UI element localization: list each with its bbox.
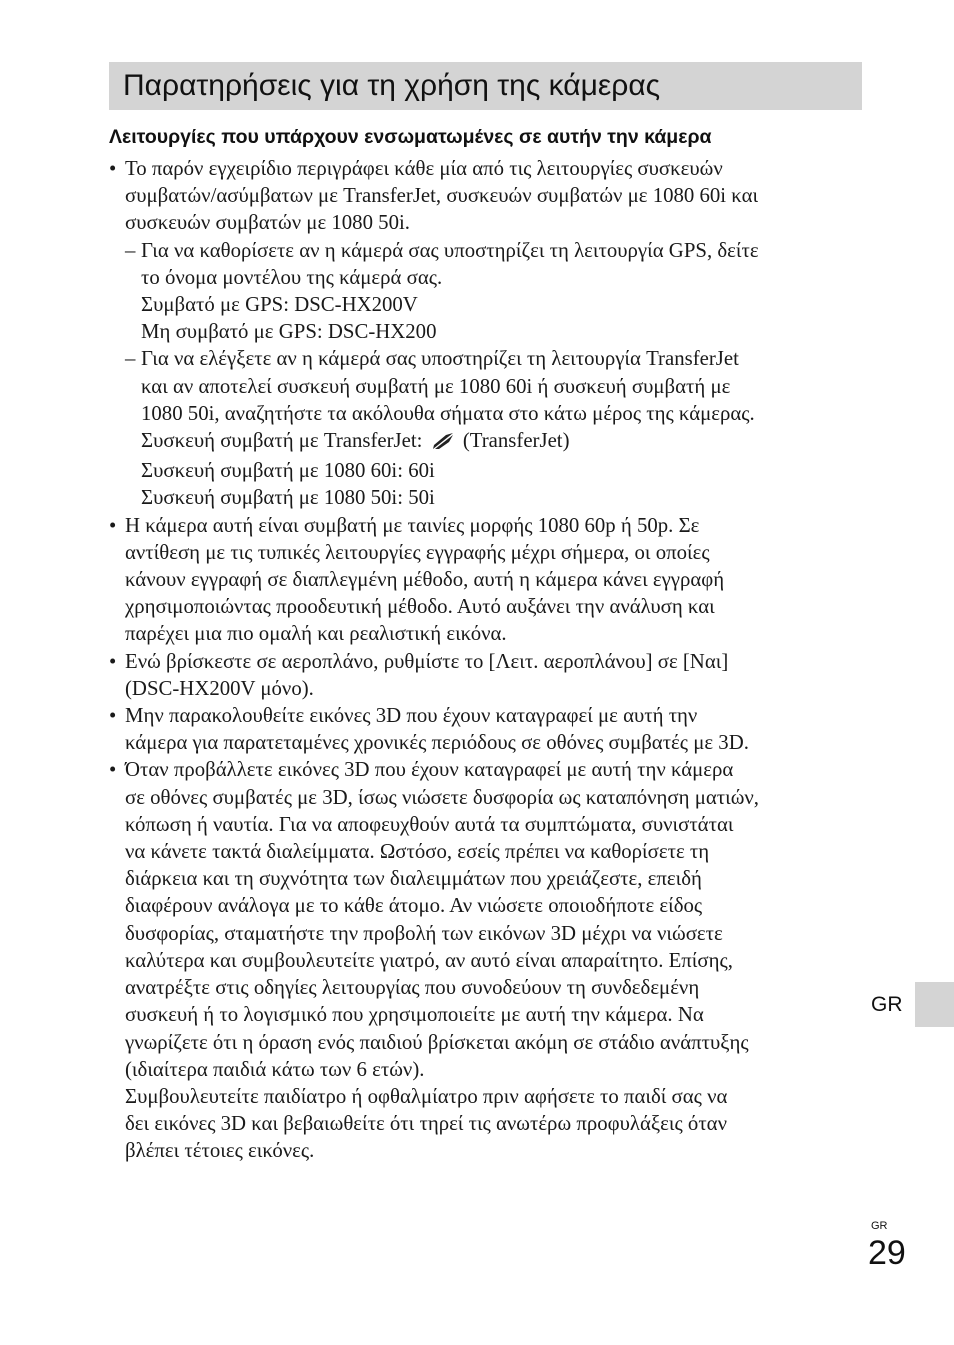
text-line: παρέχει μια πιο ομαλή και ρεαλιστική εικόνα. [125,622,507,646]
page-number: 29 [868,1234,906,1272]
text-line: κάμερα για παρατεταμένες χρονικές περιόδους σε οθόνες συμβατές με 3D. [125,731,749,755]
text-fragment: (TransferJet) [462,429,570,453]
text-line: σε οθόνες συμβατές με 3D, ίσως νιώσετε δυσφορία ως καταπόνηση ματιών, [125,785,759,809]
text-line: ανατρέξτε στις οδηγίες λειτουργίας που συνοδεύουν τη συνδεδεμένη [125,976,700,1000]
bullet-item [109,155,869,512]
text-line: χρησιμοποιώντας προοδευτική μέθοδο. Αυτό αυξάνει την ανάλυση και [125,595,715,619]
text-line: κόπωση ή ναυτία. Για να αποφευχθούν αυτά τα συμπτώματα, συνιστάται [125,812,734,836]
text-line: Το παρόν εγχειρίδιο περιγράφει κάθε μία από τις λειτουργίες συσκευών [125,157,723,180]
bullet-item [109,512,869,648]
text-line: Μη συμβατό με GPS: DSC-HX200 [141,320,437,344]
text-line: να κάνετε τακτά διαλείμματα. Ωστόσο, εσείς πρέπει να καθορίσετε τη [125,840,710,864]
text-line: Συσκευή συμβατή με 1080 60i: 60i [141,459,435,483]
text-line: Μην παρακολουθείτε εικόνες 3D που έχουν καταγραφεί με αυτή την [125,704,698,728]
text-line: Για να ελέγξετε αν η κάμερά σας υποστηρίζει τη λειτουργία TransferJet [141,347,739,371]
text-line: Όταν προβάλλετε εικόνες 3D που έχουν καταγραφεί με αυτή την κάμερα [125,758,734,782]
language-tab [915,982,954,1027]
text-line: και αν αποτελεί συσκευή συμβατή με 1080 60i ή συσκευή συμβατή με [141,374,731,398]
text-line: διαφέρουν ανάλογα με το κάθε άτομο. Αν νιώσετε οποιοδήποτε είδος [125,894,703,918]
bullet-mark: • [109,513,117,537]
bullet-item [109,756,869,1164]
text-line: (ιδιαίτερα παιδιά κάτω των 6 ετών). [125,1057,425,1081]
bullet-mark: • [109,649,117,673]
title-bar [109,62,862,110]
bullet-mark: • [109,704,117,728]
transferjet-icon [432,430,454,457]
text-fragment: Συσκευή συμβατή με TransferJet: [141,429,423,453]
page-title: Παρατηρήσεις για τη χρήση της κάμερας [123,69,661,102]
dash-mark: – [125,238,136,262]
text-line: συμβατών/ασύμβατων με TransferJet, συσκευών συμβατών με 1080 60i και [125,184,759,208]
text-line: (DSC-HX200V μόνο). [125,676,314,700]
bullet-mark: • [109,157,117,180]
transferjet-line [141,427,869,457]
language-tab-label: GR [871,993,903,1016]
text-line: γνωρίζετε ότι η όραση ενός παιδιού βρίσκεται ακόμη σε στάδιο ανάπτυξης [125,1030,749,1054]
text-line: διάρκεια και τη συχνότητα των διαλειμμάτων που χρειάζεστε, επειδή [125,867,702,891]
body-text [109,155,869,1165]
text-line: Η κάμερα αυτή είναι συμβατή με ταινίες μορφής 1080 60p ή 50p. Σε [125,513,700,537]
sub-item [125,237,869,346]
text-line: Συμβατό με GPS: DSC-HX200V [141,293,418,317]
bullet-item [109,648,869,702]
text-line: αντίθεση με τις τυπικές λειτουργίες εγγραφής μέχρι σήμερα, οι οποίες [125,540,710,564]
page-language: GR [871,1220,888,1232]
text-line: δει εικόνες 3D και βεβαιωθείτε ότι τηρεί τις ανωτέρω προφυλάξεις όταν [125,1112,727,1136]
text-line: 1080 50i, αναζητήστε τα ακόλουθα σήματα στο κάτω μέρος της κάμερας. [141,401,755,425]
text-line: Συμβουλευτείτε παιδίατρο ή οφθαλμίατρο πριν αφήσετε το παιδί σας να [125,1084,728,1108]
section-subheading: Λειτουργίες που υπάρχουν ενσωματωμένες σε αυτήν την κάμερα [109,126,712,148]
text-line: Για να καθορίσετε αν η κάμερά σας υποστηρίζει τη λειτουργία GPS, δείτε [141,238,759,262]
text-line: συσκευή ή το λογισμικό που χρησιμοποιείτε με αυτή την κάμερα. Να [125,1003,704,1027]
bullet-item [109,702,869,756]
text-line: καλύτερα και συμβουλευτείτε γιατρό, αν αυτό είναι απαραίτητο. Επίσης, [125,948,733,972]
dash-mark: – [125,347,136,371]
text-line: δυσφορίας, σταματήστε την προβολή των εικόνων 3D μέχρι να νιώσετε [125,921,723,945]
sub-item [125,345,869,511]
text-line: κάνουν εγγραφή σε διαπλεγμένη μέθοδο, αυτή η κάμερα κάνει εγγραφή [125,568,725,592]
text-line: το όνομα μοντέλου της κάμερά σας. [141,265,443,289]
bullet-mark: • [109,758,117,782]
text-line: Συσκευή συμβατή με 1080 50i: 50i [141,486,435,510]
text-line: συσκευών συμβατών με 1080 50i. [125,211,410,235]
text-line: Ενώ βρίσκεστε σε αεροπλάνο, ρυθμίστε το [Λειτ. αεροπλάνου] σε [Ναι] [125,649,729,673]
text-line: βλέπει τέτοιες εικόνες. [125,1139,315,1163]
